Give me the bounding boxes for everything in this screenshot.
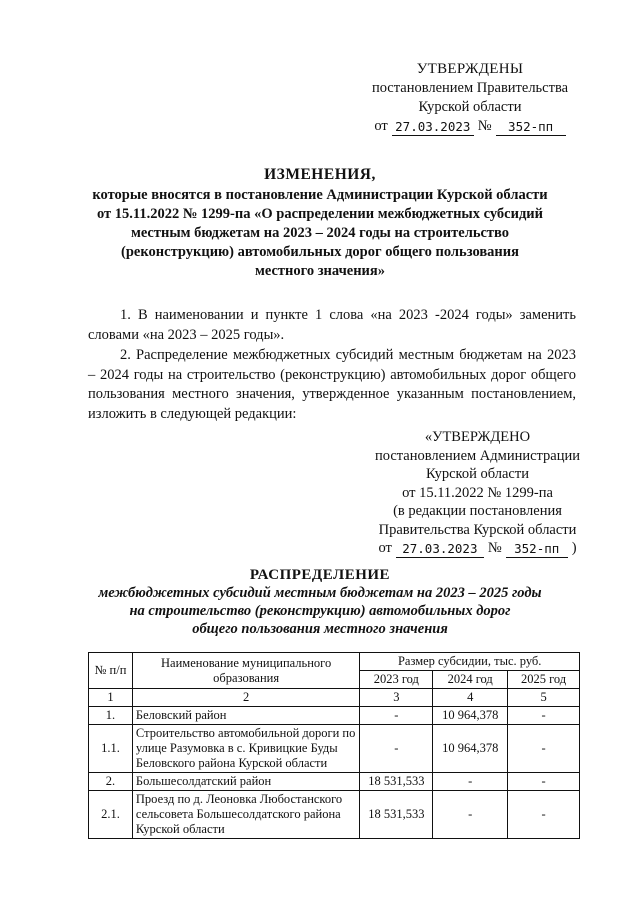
- approval-heading: УТВЕРЖДЕНЫ: [416, 61, 524, 77]
- changes-title-line-3: местным бюджетам на 2023 – 2024 годы на строительство: [130, 225, 510, 241]
- approval-date-line: [340, 117, 600, 136]
- number-prefix: №: [477, 118, 492, 134]
- date-prefix: от: [374, 118, 388, 134]
- row-2023: 18 531,533: [360, 791, 433, 839]
- index-cell: 5: [508, 689, 580, 707]
- approval-block-2: [355, 428, 600, 558]
- index-row: [89, 689, 580, 707]
- row-2024: -: [433, 773, 508, 791]
- table-row: [89, 725, 580, 773]
- table-row: [89, 707, 580, 725]
- changes-heading: ИЗМЕНЕНИЯ,: [264, 166, 376, 183]
- row-2025: -: [508, 773, 580, 791]
- row-2023: -: [360, 707, 433, 725]
- row-2025: -: [508, 791, 580, 839]
- row-num: 1.: [89, 707, 133, 725]
- approval2-date-line: [355, 539, 600, 558]
- changes-title-line-5: местного значения»: [254, 263, 386, 279]
- approval2-number-value: 352-пп: [506, 541, 568, 558]
- changes-title-line-1: которые вносятся в постановление Администрации Курской области: [92, 187, 548, 203]
- index-cell: 1: [89, 689, 133, 707]
- paragraph-1: 1. В наименовании и пункте 1 слова «на 2023 -2024 годы» заменить словами «на 2023 – 2025 годы».: [88, 307, 576, 343]
- row-2025: -: [508, 725, 580, 773]
- header-2023: 2023 год: [360, 671, 433, 689]
- body-text: [88, 306, 576, 425]
- changes-title-line-4: (реконструкцию) автомобильных дорог общего пользования: [121, 244, 519, 260]
- approval-line-1: постановлением Правительства: [371, 80, 569, 96]
- distribution-title: [90, 566, 550, 638]
- header-num: № п/п: [89, 653, 133, 689]
- distribution-line-3: общего пользования местного значения: [192, 621, 448, 637]
- approval2-line-4: (в редакции постановления: [393, 503, 562, 519]
- row-2024: 10 964,378: [433, 707, 508, 725]
- header-amount: Размер субсидии, тыс. руб.: [360, 653, 580, 671]
- changes-title: [90, 165, 550, 281]
- row-2024: 10 964,378: [433, 725, 508, 773]
- row-2025: -: [508, 707, 580, 725]
- index-cell: 4: [433, 689, 508, 707]
- approval-block: [340, 60, 600, 136]
- header-name: Наименование муниципального образования: [132, 653, 359, 689]
- approval2-line-1: постановлением Администрации: [374, 447, 581, 464]
- row-name: Проезд по д. Леоновка Любостанского сельсовета Большесолдатского района Курской области: [132, 791, 359, 839]
- row-2024: -: [433, 791, 508, 839]
- changes-title-line-2: от 15.11.2022 № 1299-па «О распределении межбюджетных субсидий: [96, 206, 544, 222]
- distribution-line-2: на строительство (реконструкцию) автомобильных дорог: [129, 603, 511, 619]
- row-num: 2.: [89, 773, 133, 791]
- table-row: [89, 773, 580, 791]
- subsidy-table: [88, 652, 580, 839]
- paragraph-2: 2. Распределение межбюджетных субсидий местным бюджетам на 2023 – 2024 годы на строительство (реконструкцию) автомобильных дорог общего пользования местного значения, утвержденное указанным постановлением, изложить в следующей редакции:: [88, 347, 576, 422]
- approval2-close: ): [571, 540, 577, 556]
- row-num: 2.1.: [89, 791, 133, 839]
- row-num: 1.1.: [89, 725, 133, 773]
- approval2-number-prefix: №: [487, 540, 502, 556]
- distribution-heading: РАСПРЕДЕЛЕНИЕ: [249, 567, 391, 583]
- table-row: [89, 791, 580, 839]
- approval-line-2: Курской области: [418, 99, 522, 115]
- date-value: 27.03.2023: [392, 119, 474, 136]
- header-2024: 2024 год: [433, 671, 508, 689]
- approval2-line-2: Курской области: [426, 466, 529, 482]
- approval2-heading: «УТВЕРЖДЕНО: [424, 429, 531, 445]
- row-name: Беловский район: [132, 707, 359, 725]
- approval2-date-prefix: от: [378, 540, 392, 556]
- number-value: 352-пп: [496, 119, 566, 136]
- row-2023: -: [360, 725, 433, 773]
- distribution-line-1: межбюджетных субсидий местным бюджетам на 2023 – 2025 годы: [98, 585, 542, 601]
- index-cell: 2: [132, 689, 359, 707]
- row-name: Большесолдатский район: [132, 773, 359, 791]
- row-2023: 18 531,533: [360, 773, 433, 791]
- approval2-line-5: Правительства Курской области: [378, 521, 577, 538]
- approval2-date-value: 27.03.2023: [396, 541, 484, 558]
- header-2025: 2025 год: [508, 671, 580, 689]
- row-name: Строительство автомобильной дороги по улице Разумовка в с. Кривицкие Буды Беловского района Курской области: [132, 725, 359, 773]
- approval2-line-3: от 15.11.2022 № 1299-па: [402, 484, 553, 501]
- index-cell: 3: [360, 689, 433, 707]
